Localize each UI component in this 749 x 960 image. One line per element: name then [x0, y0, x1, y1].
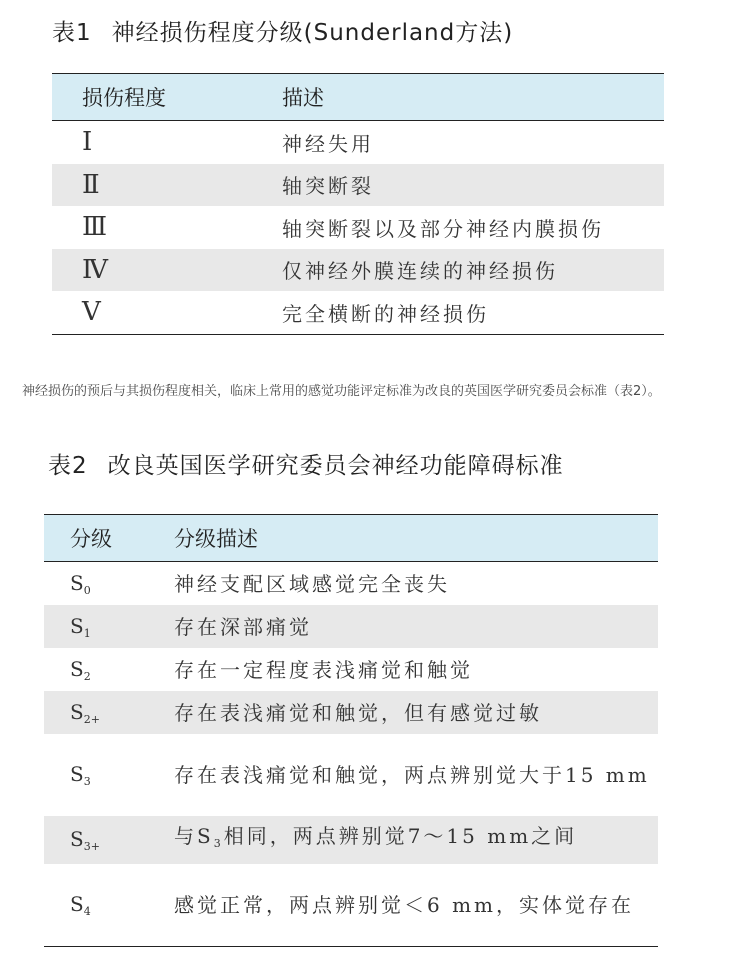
description-suffix: 相同，两点辨别觉7～15 mm之间	[223, 824, 578, 848]
table2-description-cell: 存在一定程度表浅痛觉和触觉	[174, 657, 473, 682]
table2-description-cell: 神经支配区域感觉完全丧失	[174, 571, 450, 596]
table-row	[44, 816, 658, 864]
table1-description-cell: 仅神经外膜连续的神经损伤	[281, 249, 664, 292]
table1-header-row	[52, 74, 664, 121]
table-row	[44, 605, 658, 648]
table2-grade-cell	[44, 562, 173, 606]
grade-subscript: 1	[83, 626, 91, 640]
table2-caption-number: 表2	[48, 453, 88, 479]
description-prefix: 与S	[174, 824, 214, 848]
table1-caption	[52, 14, 513, 47]
table1-grade-cell: Ⅱ	[52, 164, 281, 207]
table1-description-cell: 神经失用	[282, 131, 374, 156]
table2-grade-cell	[44, 605, 173, 648]
table2-caption	[48, 447, 564, 480]
table-row	[44, 648, 658, 691]
grade-subscript: 2	[83, 669, 91, 683]
table1-caption-title: 神经损伤程度分级(Sunderland方法)	[111, 20, 514, 46]
table-row	[52, 164, 664, 207]
table1-grade-cell: Ⅴ	[82, 297, 101, 328]
description-subscript: 3	[213, 837, 224, 850]
table1-grade-cell: Ⅳ	[52, 249, 281, 292]
sunderland-grading-table	[52, 73, 664, 335]
grade-base: S	[70, 699, 84, 724]
table2-grade-cell	[44, 734, 173, 816]
table-row	[52, 121, 664, 164]
mrc-sensory-grading-table	[44, 514, 658, 947]
table-row	[52, 291, 664, 334]
table2-description-cell: 存在表浅痛觉和触觉，但有感觉过敏	[173, 691, 658, 734]
table-row	[44, 562, 658, 606]
table1-grade-cell: Ⅰ	[82, 127, 93, 158]
grade-base: S	[70, 827, 84, 851]
grade-subscript: 0	[83, 583, 91, 597]
table2-description-cell: 存在深部痛觉	[173, 605, 658, 648]
grade-subscript: 4	[83, 905, 91, 918]
table1-description-cell: 完全横断的神经损伤	[282, 301, 489, 326]
grade-base: S	[70, 762, 84, 786]
table-row	[52, 206, 664, 249]
table1-grade-cell: Ⅲ	[82, 212, 108, 243]
table2-grade-cell	[44, 691, 173, 734]
table-row	[44, 734, 658, 816]
table2-header-row	[44, 515, 658, 562]
grade-base: S	[70, 570, 84, 595]
table-row	[44, 691, 658, 734]
table1-header-description: 描述	[281, 74, 664, 121]
table2-header-description: 分级描述	[173, 515, 658, 562]
table2-description-cell: 感觉正常，两点辨别觉＜6 mm，实体觉存在	[174, 893, 635, 917]
table2-header-grade: 分级	[44, 515, 173, 562]
table2-caption-title: 改良英国医学研究委员会神经功能障碍标准	[107, 453, 564, 479]
table-row	[52, 249, 664, 292]
table1-description-cell: 轴突断裂	[281, 164, 664, 207]
table2-grade-cell	[44, 864, 173, 947]
grade-subscript: 3+	[83, 840, 100, 853]
table2-grade-cell	[44, 816, 173, 864]
table1-header-grade: 损伤程度	[52, 74, 281, 121]
table1-caption-number: 表1	[52, 20, 92, 46]
table2-description-cell: 存在表浅痛觉和触觉，两点辨别觉大于15 mm	[174, 763, 650, 787]
body-paragraph: 神经损伤的预后与其损伤程度相关，临床上常用的感觉功能评定标准为改良的英国医学研究委员会标准（表2）。	[22, 384, 661, 399]
grade-base: S	[70, 613, 84, 638]
grade-subscript: 2+	[83, 712, 100, 726]
table2-grade-cell	[44, 648, 173, 691]
grade-base: S	[70, 656, 84, 681]
table2-description-cell	[173, 816, 658, 864]
grade-base: S	[70, 892, 84, 916]
grade-subscript: 3	[83, 775, 91, 788]
table-row	[44, 864, 658, 947]
table1-description-cell: 轴突断裂以及部分神经内膜损伤	[282, 216, 604, 241]
